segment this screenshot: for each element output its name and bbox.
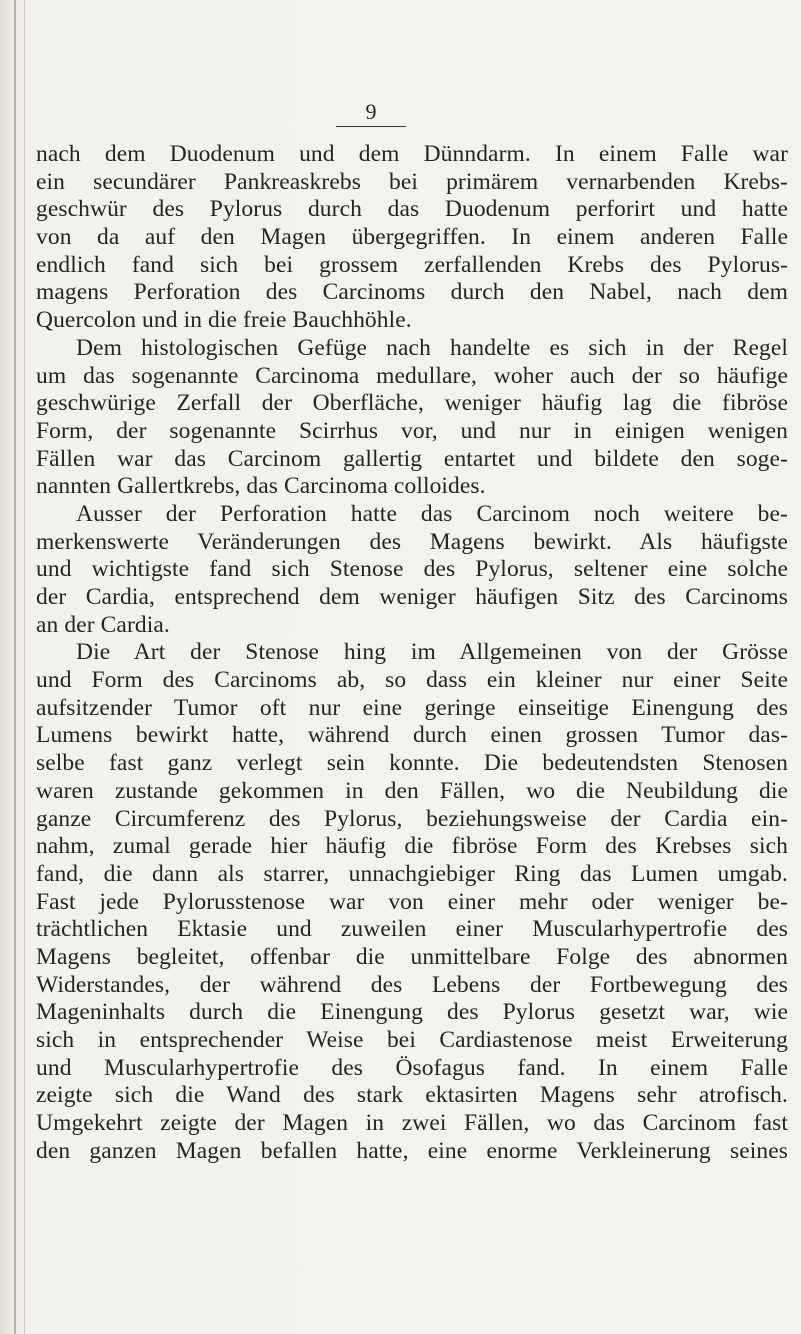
- text-line: endlich fand sich bei grossem zerfallenden Krebs des Pylorus-: [36, 251, 788, 278]
- text-line: um das sogenannte Carcinoma medullare, woher auch der so häufige: [36, 362, 788, 389]
- text-line: der Cardia, entsprechend dem weniger häufigen Sitz des Carcinoms: [36, 584, 788, 610]
- text-line: Widerstandes, der während des Lebens der Fortbewegung des: [36, 971, 788, 998]
- text-line: trächtlichen Ektasie und zuweilen einer Muscularhypertrofie des: [36, 916, 788, 943]
- text-line: und Form des Carcinoms ab, so dass ein kleiner nur einer Seite: [36, 667, 788, 694]
- body-text: [36, 141, 788, 1165]
- text-line: merkenswerte Veränderungen des Magens bewirkt. Als häufigste: [36, 528, 788, 555]
- text-line: fand, die dann als starrer, unnachgiebiger Ring das Lumen umgab.: [36, 860, 788, 887]
- text-line: Die Art der Stenose hing im Allgemeinen von der Grösse: [76, 639, 788, 666]
- text-line: ein secundärer Pankreaskrebs bei primärem vernarbenden Krebs-: [36, 168, 788, 195]
- text-line: Fällen war das Carcinom gallertig entartet und bildete den soge-: [36, 445, 788, 472]
- text-line: nannten Gallertkrebs, das Carcinoma colloides.: [36, 473, 486, 500]
- text-line: waren zustande gekommen in den Fällen, wo die Neubildung die: [36, 777, 788, 804]
- text-line: Form, der sogenannte Scirrhus vor, und nur in einigen wenigen: [36, 417, 788, 444]
- text-line: magens Perforation des Carcinoms durch den Nabel, nach dem: [36, 279, 788, 306]
- text-line: geschwür des Pylorus durch das Duodenum perforirt und hatte: [36, 196, 788, 223]
- text-line: Ausser der Perforation hatte das Carcinom noch weitere be-: [76, 500, 788, 527]
- text-line: Dem histologischen Gefüge nach handelte es sich in der Regel: [76, 334, 788, 361]
- text-line: Magens begleitet, offenbar die unmittelbare Folge des abnormen: [36, 943, 788, 970]
- text-line: und Muscularhypertrofie des Ösofagus fand. In einem Falle: [36, 1054, 788, 1081]
- text-line: Quercolon und in die freie Bauchhöhle.: [36, 307, 412, 334]
- text-line: an der Cardia.: [36, 611, 170, 638]
- text-line: Umgekehrt zeigte der Magen in zwei Fällen, wo das Carcinom fast: [36, 1110, 788, 1137]
- text-line: den ganzen Magen befallen hatte, eine enorme Verkleinerung seines: [36, 1137, 788, 1164]
- binding-edge: [14, 0, 16, 1334]
- binding-edge-shadow: [24, 0, 25, 1334]
- text-line: aufsitzender Tumor oft nur eine geringe einseitige Einengung des: [36, 694, 788, 721]
- text-line: von da auf den Magen übergegriffen. In einem anderen Falle: [36, 224, 788, 251]
- text-line: ganze Circumferenz des Pylorus, beziehungsweise der Cardia ein-: [36, 805, 788, 832]
- text-line: selbe fast ganz verlegt sein konnte. Die bedeutendsten Stenosen: [36, 750, 788, 777]
- text-line: geschwürige Zerfall der Oberfläche, weniger häufig lag die fibröse: [36, 390, 788, 417]
- page-number: 9: [336, 99, 406, 127]
- text-line: Lumens bewirkt hatte, während durch einen grossen Tumor das-: [36, 722, 788, 749]
- text-line: Fast jede Pylorusstenose war von einer mehr oder weniger be-: [36, 888, 788, 915]
- text-line: zeigte sich die Wand des stark ektasirten Magens sehr atrofisch.: [36, 1082, 788, 1109]
- text-line: und wichtigste fand sich Stenose des Pylorus, seltener eine solche: [36, 556, 788, 583]
- text-line: nach dem Duodenum und dem Dünndarm. In einem Falle war: [36, 141, 788, 167]
- text-line: Mageninhalts durch die Einengung des Pylorus gesetzt war, wie: [36, 999, 788, 1026]
- text-line: nahm, zumal gerade hier häufig die fibröse Form des Krebses sich: [36, 833, 788, 860]
- text-line: sich in entsprechender Weise bei Cardiastenose meist Erweiterung: [36, 1027, 788, 1053]
